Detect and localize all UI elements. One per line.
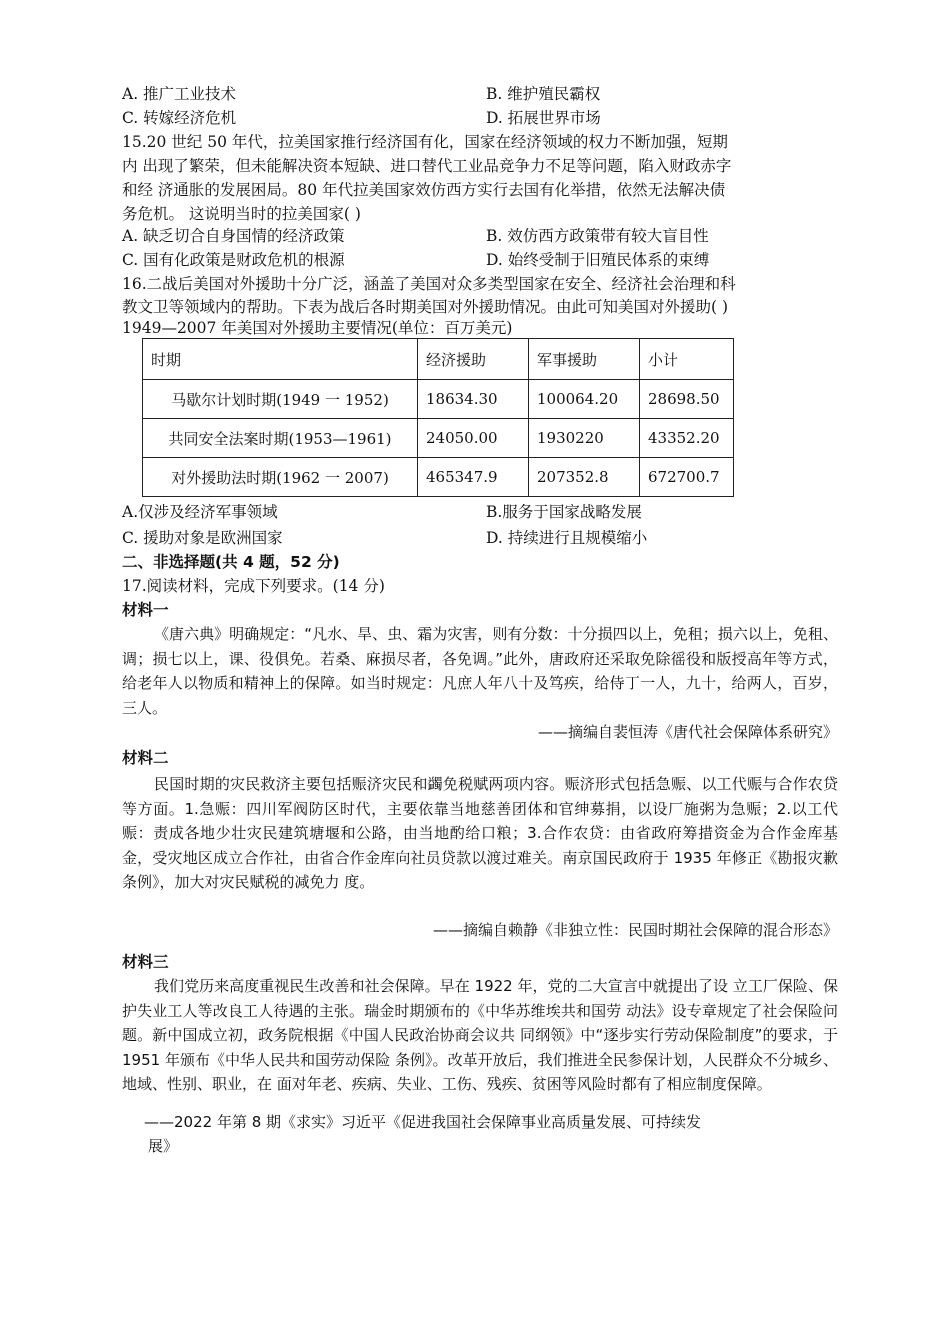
q16-option-b[interactable]: B.服务于国家战略发展 <box>486 503 642 521</box>
q16-options-row-2 <box>122 526 842 550</box>
q14-options-row-1 <box>122 82 842 106</box>
material-2-source: ——摘编自赖静《非独立性：民国时期社会保障的混合形态》 <box>432 921 838 939</box>
q14-option-d[interactable]: D. 拓展世界市场 <box>486 109 601 127</box>
table-header-cell: 军事援助 <box>529 339 640 380</box>
material-1-heading: 材料一 <box>122 601 169 619</box>
table-cell: 24050.00 <box>418 419 529 458</box>
material-3-text: 我们党历来高度重视民生改善和社会保障。早在 1922 年，党的二大宣言中就提出了设 立工厂保险、保护失业工人等改良工人待遇的主张。瑞金时期颁布的《中华苏维埃共和国劳 动法》设专章规定了社会保险问题。新中国成立初，政务院根据《中国人民政治协商会议共 同纲领》中“逐步实行劳动保险制度”的要求，于 1951 年颁布《中华人民共和国劳动保险 条例》。改革开放后，我们推进全民参保计划，人民群众不分城乡、地域、性别、职业，在 面对年老、疾病、失业、工伤、残疾、贫困等风险时都有了相应制度保障。 <box>122 977 838 1093</box>
table-cell: 1930220 <box>529 419 640 458</box>
material-2-heading: 材料二 <box>122 749 169 767</box>
q15-stem-line-4: 务危机。 这说明当时的拉美国家( ) <box>122 205 361 223</box>
q15-option-b[interactable]: B. 效仿西方政策带有较大盲目性 <box>486 227 709 245</box>
q15-stem-line-3: 和经 济通胀的发展困局。80 年代拉美国家效仿西方实行去国有化举措，依然无法解决债 <box>122 181 726 199</box>
material-3-heading: 材料三 <box>122 953 169 971</box>
table-header-cell: 经济援助 <box>418 339 529 380</box>
q14-option-a[interactable]: A. 推广工业技术 <box>122 85 237 103</box>
q15-options-row-1 <box>122 224 842 248</box>
table-cell: 共同安全法案时期(1953—1961) <box>143 419 418 458</box>
table-cell: 43352.20 <box>640 419 734 458</box>
q15-stem-line-2: 内 出现了繁荣，但未能解决资本短缺、进口替代工业品竞争力不足等问题，陷入财政赤字 <box>122 157 732 175</box>
material-2-text: 民国时期的灾民救济主要包括赈济灾民和蠲免税赋两项内容。赈济形式包括急赈、以工代赈与合作农贷等方面。1.急赈：四川军阀防区时代，主要依靠当地慈善团体和官绅募捐，以设厂施粥为急赈；2.以工代赈：责成各地少壮灾民建筑塘堰和公路，由当地酌给口粮；3.合作农贷：由省政府筹措资金为合作金库基金，受灾地区成立合作社，由省合作金库向社员贷款以渡过难关。南京国民政府于 1935 年修正《勘报灾歉条例》，加大对灾民赋税的减免力 度。 <box>122 775 838 891</box>
us-foreign-aid-table <box>142 338 734 497</box>
material-3-source-line-1: ——2022 年第 8 期《求实》习近平《促进我国社会保障事业高质量发展、可持续发 <box>144 1113 702 1131</box>
table-row <box>143 419 734 458</box>
table-header-cell: 小计 <box>640 339 734 380</box>
q15-options-row-2 <box>122 248 842 272</box>
q15-option-a[interactable]: A. 缺乏切合自身国情的经济政策 <box>122 227 345 245</box>
q15-option-c[interactable]: C. 国有化政策是财政危机的根源 <box>122 251 345 269</box>
table-cell: 马歇尔计划时期(1949 一 1952) <box>143 380 418 419</box>
q14-options-row-2 <box>122 106 842 130</box>
table-cell: 100064.20 <box>529 380 640 419</box>
table-cell: 18634.30 <box>418 380 529 419</box>
table-cell: 672700.7 <box>640 458 734 497</box>
q16-options-row-1 <box>122 500 842 524</box>
material-1-text: 《唐六典》明确规定：“凡水、旱、虫、霜为灾害，则有分数：十分损四以上，免租；损六以上，免租、调；损七以上，课、役俱免。若桑、麻损尽者，各免调。”此外，唐政府还采取免除徭役和版授高年等方式，给老年人以物质和精神上的保障。如当时规定：凡庶人年八十及笃疾，给侍丁一人，九十，给两人，百岁，三人。 <box>122 625 838 717</box>
material-1-source: ——摘编自裴恒涛《唐代社会保障体系研究》 <box>537 723 838 741</box>
q14-option-b[interactable]: B. 维护殖民霸权 <box>486 85 601 103</box>
q15-stem-line-1: 15.20 世纪 50 年代，拉美国家推行经济国有化，国家在经济领域的权力不断加强，短期 <box>122 133 728 151</box>
table-row <box>143 380 734 419</box>
table-row <box>143 458 734 497</box>
table-cell: 465347.9 <box>418 458 529 497</box>
q14-option-c[interactable]: C. 转嫁经济危机 <box>122 109 237 127</box>
table-cell: 对外援助法时期(1962 一 2007) <box>143 458 418 497</box>
q16-table-caption: 1949—2007 年美国对外援助主要情况(单位：百万美元) <box>122 319 513 337</box>
table-cell: 207352.8 <box>529 458 640 497</box>
q16-option-c[interactable]: C. 援助对象是欧洲国家 <box>122 529 283 547</box>
q17-stem: 17.阅读材料，完成下列要求。(14 分) <box>122 577 385 595</box>
q15-option-d[interactable]: D. 始终受制于旧殖民体系的束缚 <box>486 251 710 269</box>
q16-option-d[interactable]: D. 持续进行且规模缩小 <box>486 529 648 547</box>
table-header-cell: 时期 <box>143 339 418 380</box>
q16-stem-line-1: 16.二战后美国对外援助十分广泛，涵盖了美国对众多类型国家在安全、经济社会治理和科 <box>122 275 736 293</box>
table-header-row <box>143 339 734 380</box>
q16-stem-line-2: 教文卫等领域内的帮助。下表为战后各时期美国对外援助情况。由此可知美国对外援助( ) <box>122 298 729 316</box>
table-cell: 28698.50 <box>640 380 734 419</box>
q16-option-a[interactable]: A.仅涉及经济军事领域 <box>122 503 278 521</box>
section-title: 二、非选择题(共 4 题，52 分) <box>122 553 340 571</box>
material-3-source-line-2: 展》 <box>148 1137 179 1155</box>
